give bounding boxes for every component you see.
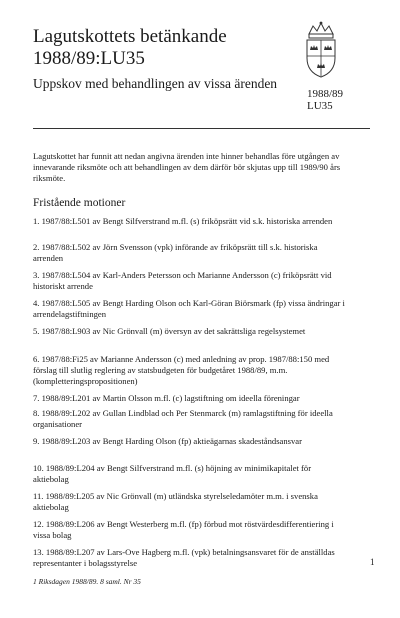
reference-year: 1988/89 — [307, 88, 344, 100]
reference-code: LU35 — [307, 100, 333, 112]
page-number: 1 — [370, 557, 375, 567]
motion-item: 3. 1987/88:L504 av Karl-Anders Petersson och Marianne Andersson (c) friköpsrätt vid historiskt arrende — [33, 270, 332, 291]
document-subtitle: Uppskov med behandlingen av vissa ärenden — [33, 76, 278, 91]
report-reference — [307, 88, 343, 112]
motion-item: 1. 1987/88:L501 av Bengt Silfverstrand m.fl. (s) friköpsrätt vid s.k. historiska arrenden — [33, 216, 333, 226]
motion-item: 11. 1988/89:L205 av Nic Grönvall (m) utländska styrelseledamöter m.m. i svenska aktiebolag — [33, 491, 318, 512]
motion-item: 7. 1988/89:L201 av Martin Olsson m.fl. (c) lagstiftning om ideella föreningar — [33, 393, 300, 403]
motion-item: 6. 1987/88:Fi25 av Marianne Andersson (c) med anledning av prop. 1987/88:150 med förslag till slutlig reglering av statsbudgeten för budgetåret 1988/89, m.m. (kompletteringspropositionen) — [33, 354, 330, 386]
coat-of-arms-icon — [295, 20, 347, 80]
motion-item: 8. 1988/89:L202 av Gullan Lindblad och Per Stenmarck (m) ramlagstiftning för ideella organisationer — [33, 408, 333, 429]
report-number: 1988/89:LU35 — [33, 48, 145, 69]
footer-note: 1 Riksdagen 1988/89. 8 saml. Nr 35 — [33, 577, 141, 586]
intro-paragraph: Lagutskottet har funnit att nedan angivna ärenden inte hinner behandlas före utgången av innevarande riksmöte och att behandlingen av dem därför bör skjutas upp till 1989/90 års riksmöte. — [33, 151, 341, 183]
motion-item: 4. 1987/88:L505 av Bengt Harding Olson och Karl-Göran Biörsmark (fp) vissa ändringar i arrendelagstiftningen — [33, 298, 345, 319]
document-title: Lagutskottets betänkande — [33, 26, 227, 47]
motion-item: 10. 1988/89:L204 av Bengt Silfverstrand m.fl. (s) höjning av minimikapitalet för aktiebolag — [33, 463, 312, 484]
motion-item: 13. 1988/89:L207 av Lars-Ove Hagberg m.fl. (vpk) betalningsansvaret för de anställdas representanter i bolagsstyrelse — [33, 547, 335, 568]
motion-item: 9. 1988/89:L203 av Bengt Harding Olson (fp) aktieägarnas skadeståndsansvar — [33, 436, 302, 446]
motion-item: 5. 1987/88:L903 av Nic Grönvall (m) översyn av det sakrättsliga regelsystemet — [33, 326, 306, 336]
header-divider — [33, 128, 370, 129]
section-heading: Fristående motioner — [33, 197, 126, 209]
motion-item: 2. 1987/88:L502 av Jörn Svensson (vpk) införande av friköpsrätt till s.k. historiska arrenden — [33, 242, 318, 263]
motion-item: 12. 1988/89:L206 av Bengt Westerberg m.fl. (fp) förbud mot röstvärdesdifferentiering i vissa bolag — [33, 519, 334, 540]
